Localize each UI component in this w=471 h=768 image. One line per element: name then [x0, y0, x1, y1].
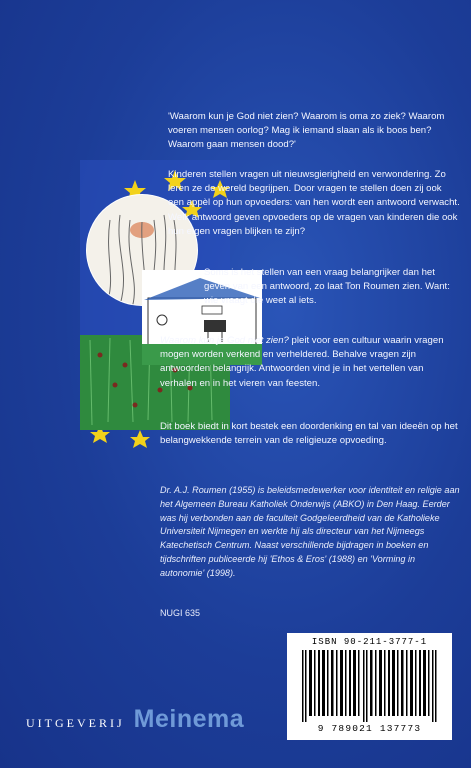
publisher-name: Meinema [133, 705, 245, 733]
blurb-paragraph-1 [168, 168, 460, 239]
paragraph-3-rest: pleit voor een cultuur waarin vragen mogen worden verkend en verheldered. Behalve vragen zijn antwoorden belangrijk. Antwoorden vind je in het vertellen van verhalen en in het vieren van feesten. [160, 335, 444, 389]
ean-number: 9 789021 137773 [317, 723, 422, 734]
paragraph-1-text: Kinderen stellen vragen uit nieuwsgierigheid en verwondering. Zo leren ze de wereld begrijpen. Door vragen te stellen doen zij ook een appèl op hun opvoeders: van hen wordt een antwoord verwacht. Welk antwoord geven opvoeders op de vragen van kinderen die ook hun eigen vragen blijken te zijn? [168, 169, 460, 237]
barcode-panel [287, 633, 452, 740]
author-bio: Dr. A.J. Roumen (1955) is beleidsmedewerker voor identiteit en religie aan het Algemeen Bureau Katholiek Onderwijs (ABKO) in Den Haag. Eerder was hij verbonden aan de faculteit Godgeleerdheid van de Katholieke Universiteit Nijmegen en werkte hij als directeur van het Nijmeegs Katechetisch Centrum. Naast verschillende bijdragen in boeken en tijdschriften publiceerde hij 'Ethos & Eros' (1988) en 'Vorming in autonomie' (1998). [160, 485, 460, 578]
publisher-logo [26, 705, 244, 734]
blurb-paragraph-2 [204, 266, 460, 309]
paragraph-4-text: Dit boek biedt in kort bestek een doordenking en tal van ideeën op het belangwekkende terrein van de religieuze opvoeding. [160, 421, 458, 447]
blurb-paragraph-3 [160, 334, 460, 391]
opening-quote [168, 110, 460, 153]
publisher-prefix: UITGEVERIJ [26, 716, 125, 730]
barcode-icon [300, 650, 440, 722]
quote-text: 'Waarom kun je God niet zien? Waarom is oma zo ziek? Waarom voeren mensen oorlog? Mag ik iemand slaan als ik boos ben? Waarom gaan mensen dood?' [168, 111, 445, 151]
blurb-paragraph-4 [160, 420, 460, 448]
nugi-code: NUGI 635 [160, 608, 201, 618]
isbn-number: ISBN 90-211-3777-1 [311, 637, 428, 647]
paragraph-3-text [160, 334, 460, 391]
book-title-inline: Waarom kun je God niet zien? [160, 335, 289, 346]
paragraph-2-text: Soms is het stellen van een vraag belangrijker dan het geven van een antwoord, zo laat Ton Roumen zien. Want: wie vraagt die weet al iets. [204, 267, 450, 307]
